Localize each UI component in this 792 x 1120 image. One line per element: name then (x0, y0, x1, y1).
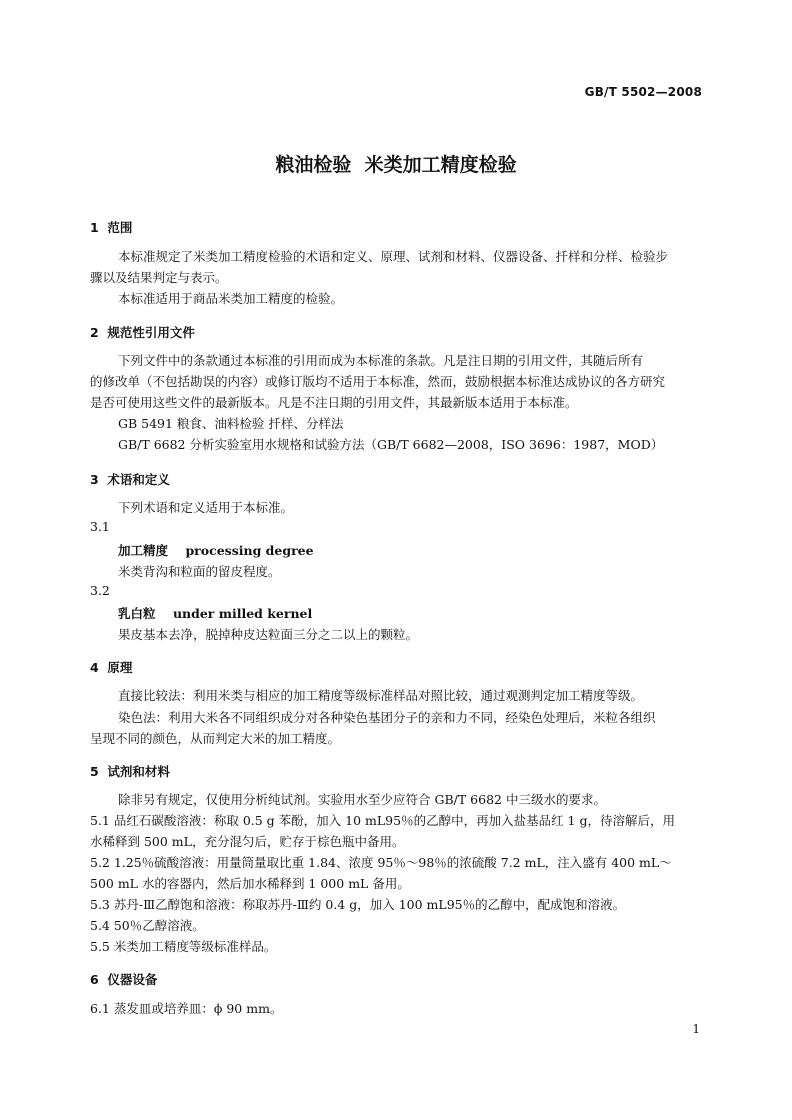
page-number: 1 (692, 1022, 700, 1036)
section-1-paragraph: 本标准适用于商品米类加工精度的检验。 (118, 291, 344, 306)
section-5-heading: 5 试剂和材料 (90, 764, 170, 779)
section-5-intro: 除非另有规定，仅使用分析纯试剂。实验用水至少应符合 GB/T 6682 中三级水的要求。 (118, 792, 606, 807)
reagent-item: 5.3 苏丹-Ⅲ乙醇饱和溶液：称取苏丹-Ⅲ约 0.4 g，加入 100 mL95％的乙醇中，配成饱和溶液。 (90, 897, 626, 912)
term-number: 3.1 (90, 519, 110, 534)
reagent-item-line: 5.1 品红石碳酸溶液：称取 0.5 g 苯酚，加入 10 mL95％的乙醇中，再加入盐基品红 1 g，待溶解后，用 (90, 813, 675, 828)
term-chinese: 乳白粒 (118, 606, 156, 621)
reagent-item-line: 5.2 1.25％硫酸溶液：用量筒量取比重 1.84、浓度 95％～98％的浓硫酸 7.2 mL，注入盛有 400 mL～ (90, 855, 672, 870)
section-3-intro: 下列术语和定义适用于本标准。 (118, 500, 294, 515)
reagent-item: 5.5 米类加工精度等级标准样品。 (90, 939, 277, 954)
term-english: processing degree (185, 543, 314, 558)
term-entry (118, 541, 314, 559)
section-1-paragraph-line: 骤以及结果判定与表示。 (90, 270, 228, 285)
section-2-paragraph-line: 的修改单（不包括勘误的内容）或修订版均不适用于本标准，然而，鼓励根据本标准达成协议的各方研究 (90, 374, 666, 389)
standard-number: GB/T 5502—2008 (584, 85, 702, 99)
document-title: 粮油检验 米类加工精度检验 (275, 154, 517, 176)
section-2-heading: 2 规范性引用文件 (90, 325, 195, 340)
section-4-heading: 4 原理 (90, 660, 133, 675)
section-4-paragraph: 直接比较法：利用米类与相应的加工精度等级标准样品对照比较，通过观测判定加工精度等级。 (118, 688, 644, 703)
normative-reference: GB/T 6682 分析实验室用水规格和试验方法（GB/T 6682—2008，ISO 3696：1987，MOD） (118, 437, 664, 452)
section-2-paragraph-line: 是否可使用这些文件的最新版本。凡是不注日期的引用文件，其最新版本适用于本标准。 (90, 395, 578, 410)
normative-reference: GB 5491 粮食、油料检验 扦样、分样法 (118, 416, 344, 431)
section-2-paragraph-line: 下列文件中的条款通过本标准的引用而成为本标准的条款。凡是注日期的引用文件，其随后所有 (118, 353, 644, 368)
reagent-item-line: 水稀释到 500 mL，充分混匀后，贮存于棕色瓶中备用。 (90, 834, 405, 849)
apparatus-item: 6.1 蒸发皿或培养皿：ϕ 90 mm。 (90, 1001, 283, 1016)
term-definition: 米类背沟和粒面的留皮程度。 (118, 564, 281, 579)
term-entry (118, 604, 312, 622)
section-4-paragraph-line: 呈现不同的颜色，从而判定大米的加工精度。 (90, 731, 341, 746)
section-3-heading: 3 术语和定义 (90, 472, 170, 487)
term-number: 3.2 (90, 583, 110, 598)
term-definition: 果皮基本去净，脱掉种皮达粒面三分之二以上的颗粒。 (118, 627, 419, 642)
term-chinese: 加工精度 (118, 543, 169, 558)
reagent-item-line: 500 mL 水的容器内，然后加水稀释到 1 000 mL 备用。 (90, 876, 410, 891)
section-1-paragraph-line: 本标准规定了米类加工精度检验的术语和定义、原理、试剂和材料、仪器设备、扦样和分样、检验步 (118, 249, 669, 264)
section-1-heading: 1 范围 (90, 220, 133, 235)
section-6-heading: 6 仪器设备 (90, 972, 158, 987)
section-4-paragraph-line: 染色法：利用大米各不同组织成分对各种染色基团分子的亲和力不同，经染色处理后，米粒各组织 (118, 710, 656, 725)
term-english: under milled kernel (172, 606, 313, 621)
reagent-item: 5.4 50％乙醇溶液。 (90, 918, 205, 933)
